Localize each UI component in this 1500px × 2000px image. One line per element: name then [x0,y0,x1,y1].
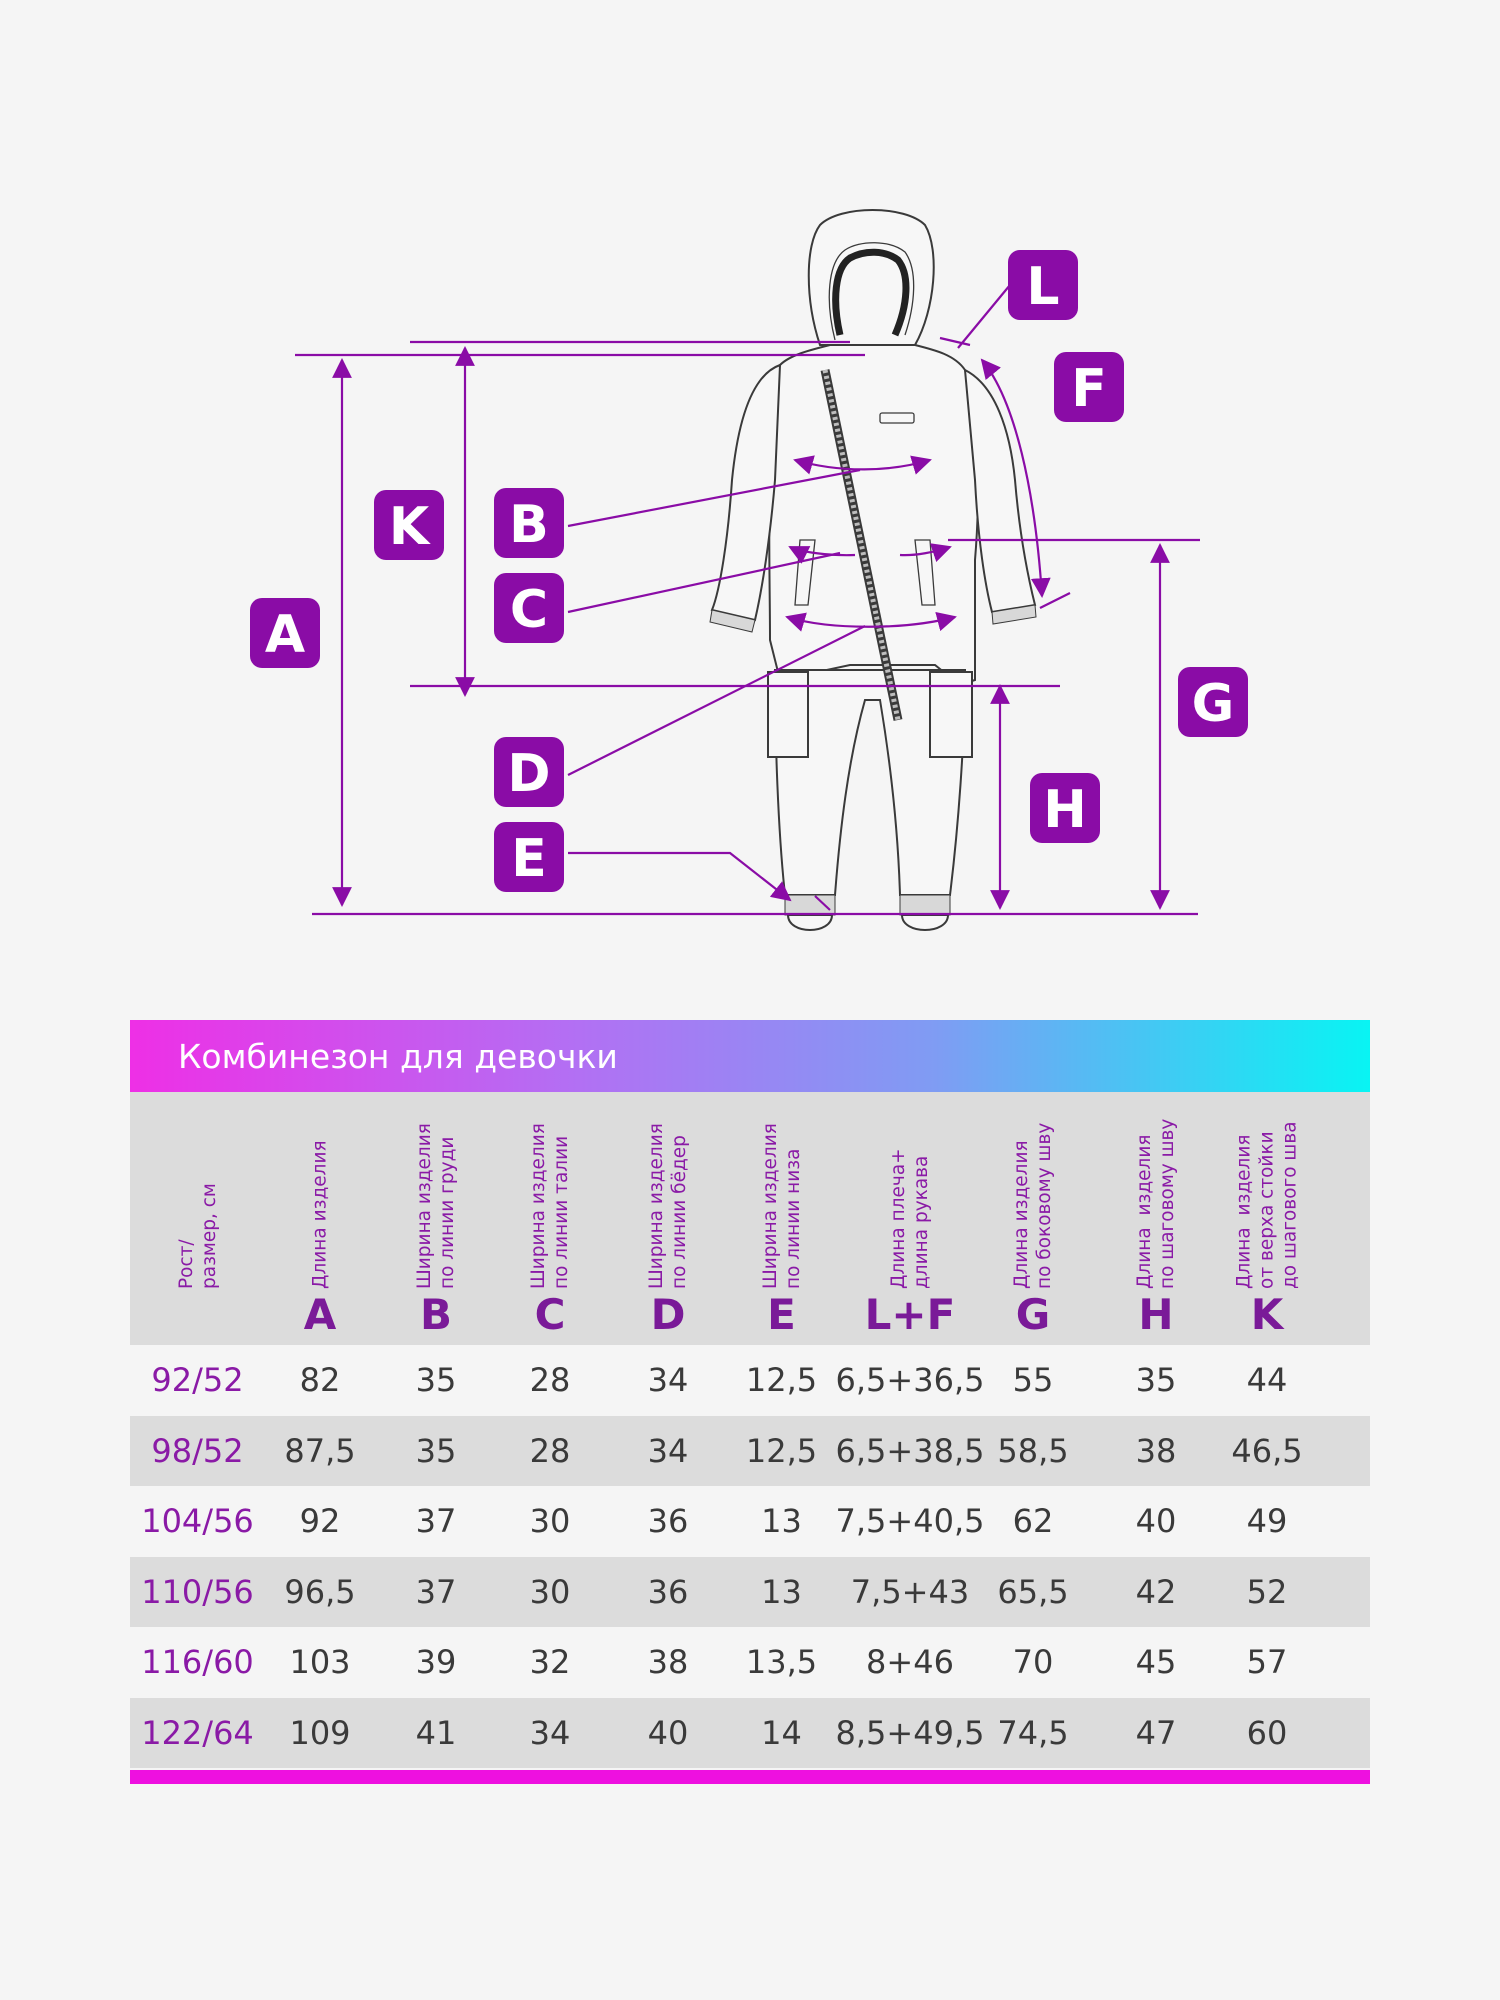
svg-text:H: H [1043,780,1087,840]
header-desc: Длина изделия [309,1140,331,1289]
value-cell: 40 [647,1713,689,1752]
header-desc: Ширина изделия по линии груди [414,1123,458,1289]
header-letter: B [419,1290,452,1339]
value-cell: 39 [415,1643,457,1681]
label-H [1030,773,1100,843]
header-desc: Ширина изделия по линии талии [528,1123,572,1289]
svg-text:G: G [1191,674,1235,734]
svg-text:B: B [509,495,549,555]
value-cell: 58,5 [997,1431,1069,1470]
size-table [130,1020,1370,1784]
value-cell: 103 [289,1643,351,1681]
table-title: Комбинезон для девочки [178,1036,618,1076]
value-cell: 7,5+40,5 [835,1502,985,1540]
label-A [250,598,320,668]
value-cell: 70 [1012,1643,1054,1681]
value-cell: 49 [1246,1502,1288,1540]
value-cell: 28 [529,1361,571,1399]
table-row [130,1345,1370,1416]
value-cell: 57 [1246,1643,1288,1681]
value-cell: 37 [415,1502,457,1540]
value-cell: 60 [1246,1713,1288,1752]
size-cell: 116/60 [141,1643,254,1681]
size-cell: 92/52 [151,1361,244,1399]
value-cell: 47 [1135,1713,1177,1752]
value-cell: 36 [647,1572,689,1611]
header-col-9 [1212,1092,1322,1345]
svg-text:K: K [388,497,430,557]
value-cell: 7,5+43 [850,1572,970,1611]
value-cell: 42 [1135,1572,1177,1611]
value-cell: 46,5 [1231,1431,1303,1470]
value-cell: 62 [1012,1502,1054,1540]
header-desc: Ширина изделия по линии низа [759,1123,804,1289]
header-col-5 [730,1092,833,1345]
value-cell: 52 [1246,1572,1288,1611]
header-col-7 [983,1092,1083,1345]
value-cell: 65,5 [997,1572,1069,1611]
size-cell: 98/52 [151,1431,244,1470]
value-cell: 44 [1246,1361,1288,1399]
header-letter: D [650,1290,686,1339]
size-cell: 110/56 [141,1572,254,1611]
value-cell: 34 [647,1431,689,1470]
table-row [130,1698,1370,1769]
value-cell: 96,5 [284,1572,356,1611]
label-D [494,737,564,807]
value-cell: 35 [415,1431,457,1470]
value-cell: 12,5 [745,1361,818,1399]
value-cell: 35 [1135,1361,1177,1399]
value-cell: 55 [1012,1361,1054,1399]
value-cell: 37 [415,1572,457,1611]
value-cell: 14 [761,1713,802,1752]
header-col-2 [382,1092,490,1345]
label-E [494,822,564,892]
value-cell: 30 [529,1572,571,1611]
table-bottom-bar [130,1770,1370,1784]
value-cell: 13,5 [745,1643,818,1681]
header-desc: Ширина изделия по линии бёдер [646,1123,690,1289]
table-title-bar [130,1020,1370,1092]
svg-text:A: A [264,605,306,665]
table-body [130,1345,1370,1768]
value-cell: 35 [415,1361,457,1399]
value-cell: 12,5 [745,1431,818,1470]
value-cell: 38 [1135,1431,1177,1470]
measurement-diagram [0,0,1500,960]
svg-text:L: L [1026,257,1060,317]
svg-text:D: D [507,744,551,804]
table-row [130,1416,1370,1487]
value-cell: 8,5+49,5 [835,1713,985,1752]
value-cell: 92 [299,1502,341,1540]
label-C [494,573,564,643]
value-cell: 13 [761,1572,802,1611]
size-cell: 104/56 [141,1502,254,1540]
value-cell: 6,5+38,5 [835,1431,985,1470]
header-letter: L+F [864,1290,956,1339]
header-desc: Длина плеча+ длина рукава [888,1148,932,1289]
header-letter: C [534,1290,566,1339]
value-cell: 109 [289,1713,351,1752]
table-row [130,1486,1370,1557]
header-col-1 [270,1092,370,1345]
header-col-3 [500,1092,600,1345]
header-desc: Длина изделия по боковому шву [1011,1122,1055,1289]
header-desc: Длина изделия от верха стойки до шагового шва [1233,1121,1301,1289]
value-cell: 34 [529,1713,571,1752]
table-header-row [130,1092,1370,1345]
label-F [1054,352,1124,422]
svg-text:E: E [511,829,547,889]
header-col-6 [835,1092,985,1345]
value-cell: 34 [647,1361,689,1399]
svg-text:C: C [509,580,549,640]
size-cell: 122/64 [141,1713,254,1752]
value-cell: 30 [529,1502,571,1540]
svg-text:F: F [1071,359,1107,419]
header-letter: E [767,1290,796,1339]
value-cell: 45 [1135,1643,1177,1681]
header-letter: G [1015,1290,1051,1339]
label-L [1008,250,1078,320]
header-letter: H [1138,1290,1174,1339]
table-row [130,1557,1370,1628]
table-row [130,1627,1370,1698]
header-letter: K [1250,1290,1284,1339]
value-cell: 13 [761,1502,802,1540]
header-col-4 [613,1092,723,1345]
value-cell: 38 [647,1643,689,1681]
label-B [494,488,564,558]
label-G [1178,667,1248,737]
header-col-8 [1101,1092,1211,1345]
label-K [374,490,444,560]
value-cell: 87,5 [284,1431,356,1470]
value-cell: 41 [415,1713,457,1752]
value-cell: 74,5 [997,1713,1069,1752]
value-cell: 8+46 [866,1643,954,1681]
value-cell: 40 [1135,1502,1177,1540]
header-letter: A [303,1290,337,1339]
header-desc: Длина изделия по шаговому шву [1134,1118,1178,1289]
value-cell: 6,5+36,5 [835,1361,985,1399]
value-cell: 82 [299,1361,341,1399]
header-col-0 [130,1092,265,1345]
value-cell: 32 [529,1643,571,1681]
header-desc: Рост/ размер, см [175,1183,220,1289]
value-cell: 36 [647,1502,689,1540]
value-cell: 28 [529,1431,571,1470]
